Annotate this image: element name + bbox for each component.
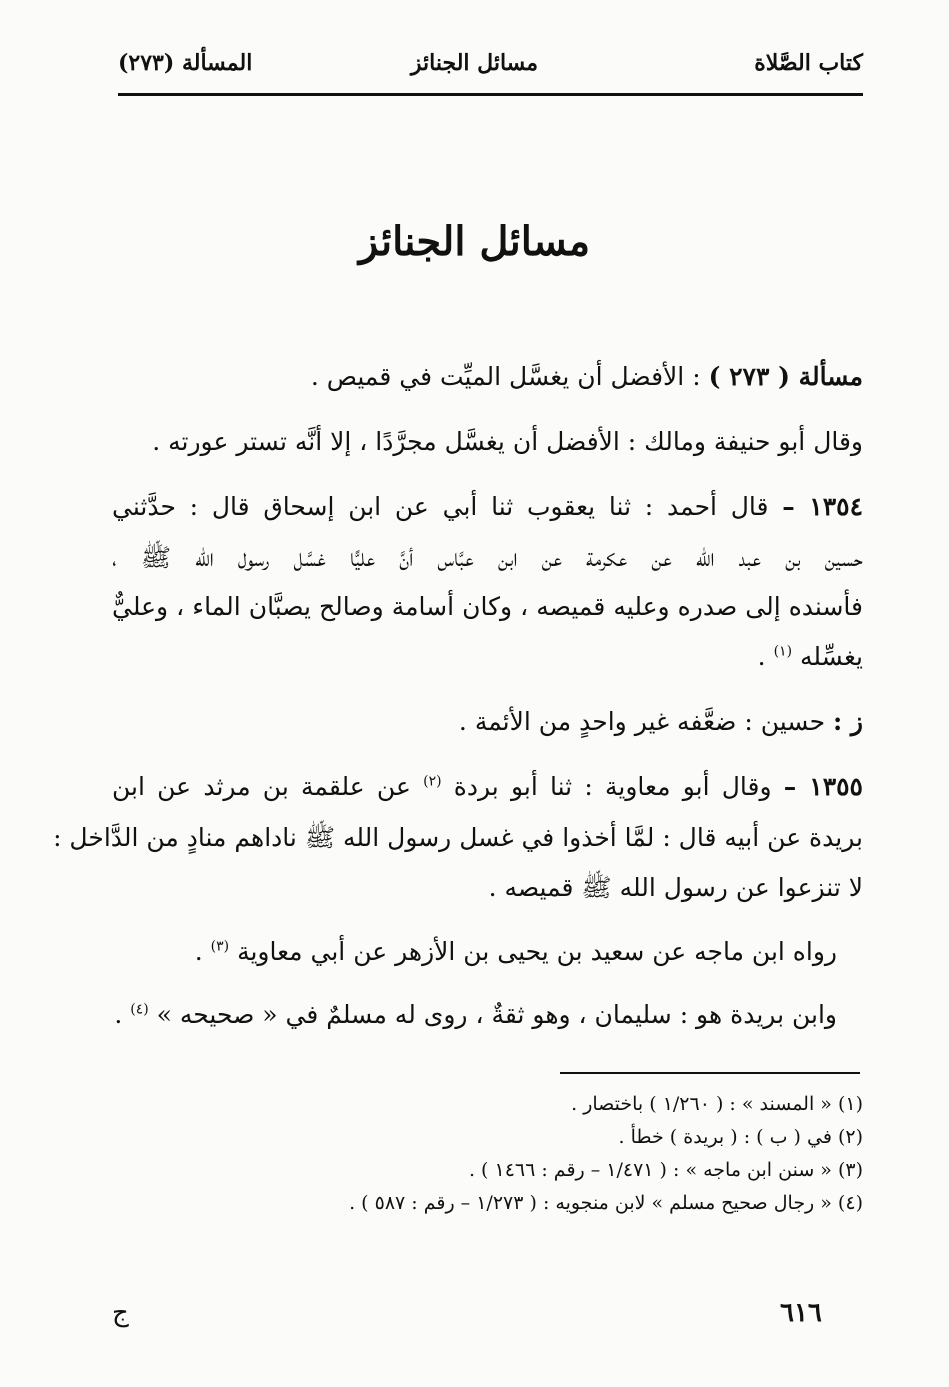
- footnote-ref: (٢): [423, 773, 442, 790]
- body-line: بريدة عن أبيه قال : لمَّا أخذوا في غسل رسول الله ﷺ ناداهم منادٍ من الدَّاخل :: [53, 823, 863, 852]
- signature-mark: ج: [112, 1298, 129, 1328]
- issue-text: : الأفضل أن يغسَّل الميِّت في قميص .: [310, 362, 709, 391]
- hadith-number: ١٣٥٥ –: [783, 772, 863, 801]
- body-line: حسين بن عبد الله عن عكرمة عن ابن عبَّاس أنَّ عليًّا غسَّل رسول الله ﷺ ،: [112, 543, 863, 572]
- editor-note: [459, 707, 863, 736]
- page-number: ٦١٦: [780, 1298, 822, 1328]
- footnote-ref: (١): [773, 643, 793, 660]
- header-rule: [118, 93, 863, 96]
- body-line: [758, 642, 863, 671]
- body-text: عن علقمة بن مرثد عن ابن: [112, 772, 424, 801]
- body-line: [114, 1000, 837, 1029]
- footnote-rule: [560, 1072, 860, 1074]
- body-line: لا تنزعوا عن رسول الله ﷺ قميصه .: [488, 873, 863, 902]
- body-line: فأسنده إلى صدره وعليه قميصه ، وكان أسامة وصالح يصبَّان الماء ، وعليٌّ: [112, 592, 863, 621]
- running-header-book: كتاب الصَّلاة: [754, 50, 863, 76]
- page-title: مسائل الجنائز: [358, 218, 591, 265]
- footnote: (٣) « سنن ابن ماجه » : ( ١/٤٧١ – رقم : ١٤٦٦ ) .: [468, 1159, 863, 1181]
- body-text: .: [114, 1000, 131, 1029]
- body-text: رواه ابن ماجه عن سعيد بن يحيى بن الأزهر عن أبي معاوية: [237, 937, 837, 966]
- body-text: يغسِّله: [799, 642, 863, 671]
- body-text: .: [194, 937, 211, 966]
- footnote: (١) « المسند » : ( ١/٢٦٠ ) باختصار .: [571, 1093, 863, 1115]
- body-text: وقال أبو معاوية : ثنا أبو بردة: [453, 772, 784, 801]
- body-text: قال أحمد : ثنا يعقوب ثنا أبي عن ابن إسحاق قال : حدَّثني: [112, 492, 783, 521]
- issue-label: مسألة ( ٢٧٣ ): [708, 362, 863, 391]
- footnote-ref: (٤): [130, 1001, 149, 1018]
- running-header-issue: المسألة (٢٧٣): [118, 50, 253, 76]
- running-header-section: مسائل الجنائز: [410, 50, 539, 76]
- footnote: (٤) « رجال صحيح مسلم » لابن منجويه : ( ١/٢٧٣ – رقم : ٥٨٧ ) .: [349, 1192, 863, 1214]
- hadith-1355-line: [112, 772, 863, 801]
- body-line: [195, 937, 837, 966]
- body-text: وابن بريدة هو : سليمان ، وهو ثقةٌ ، روى له مسلمٌ في « صحيحه »: [156, 1000, 837, 1029]
- note-text: حسين : ضعَّفه غير واحدٍ من الأئمة .: [458, 707, 833, 736]
- hadith-1354-line: [112, 492, 863, 521]
- note-label: ز :: [832, 707, 863, 736]
- footnote-ref: (٣): [210, 938, 230, 955]
- body-line: وقال أبو حنيفة ومالك : الأفضل أن يغسَّل مجرَّدًا ، إلا أنَّه تستر عورته .: [152, 427, 863, 456]
- issue-statement: [311, 362, 863, 391]
- footnote: (٢) في ( ب ) : ( بريدة ) خطأ .: [618, 1126, 863, 1148]
- hadith-number: ١٣٥٤ –: [782, 492, 863, 521]
- body-text: .: [757, 642, 774, 671]
